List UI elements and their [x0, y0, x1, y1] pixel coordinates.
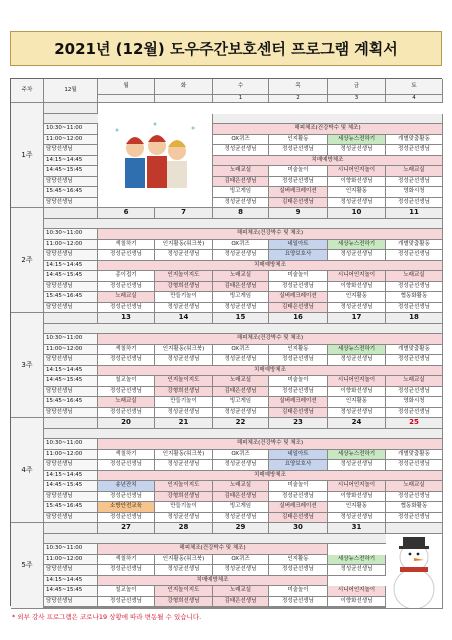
activity-cell: 김태은선생님 — [213, 597, 269, 608]
span-activity: 치매예방체조 — [98, 366, 443, 377]
activity-cell: 인지활동(워크북) — [155, 240, 213, 251]
span-activity: 해피체조(건강박수 및 체조) — [98, 544, 328, 555]
date-cell: 14 — [155, 313, 213, 324]
time-slot: 14:15~14:45 — [44, 261, 98, 272]
activity-cell: 정성균선생님 — [269, 282, 328, 293]
time-slot: 담당선생님 — [44, 355, 98, 366]
spacer-row — [44, 534, 443, 545]
activity-cell: 정성균선생님 — [386, 177, 443, 188]
activity-cell: 정성균선생님 — [98, 408, 155, 419]
activity-cell: 정성균선생님 — [155, 460, 213, 471]
activity-cell: OX퀴즈 — [213, 240, 269, 251]
time-slot: 11:00~12:00 — [44, 135, 98, 146]
activity-cell: 실버레크레이션 — [269, 397, 328, 408]
time-slot: 담당선생님 — [44, 513, 98, 524]
activity-cell: 미술놀이 — [269, 481, 328, 492]
time-slot: 담당선생님 — [44, 460, 98, 471]
activity-cell: 노래교실 — [386, 481, 443, 492]
span-activity: 해피체조(건강박수 및 체조) — [98, 334, 443, 345]
activity-cell: 인지활동(워크북) — [155, 555, 213, 566]
activity-cell: 요양보호사 — [269, 460, 328, 471]
span-activity: 해피체조(건강박수 및 체조) — [213, 124, 443, 135]
time-slot: 14:45~15:45 — [44, 376, 98, 387]
time-slot: 10:30~11:00 — [44, 544, 98, 555]
activity-cell: 정성균선생님 — [328, 513, 386, 524]
date-cell: 20 — [98, 418, 155, 429]
activity-cell: 정성균선생님 — [328, 565, 386, 576]
time-slot: 15:45~16:45 — [44, 292, 98, 303]
activity-cell: 정성균선생님 — [98, 282, 155, 293]
activity-cell: 정성균선생님 — [269, 597, 328, 608]
time-slot: 14:45~15:45 — [44, 166, 98, 177]
activity-cell: 정성균선생님 — [386, 282, 443, 293]
activity-cell: 정성균선생님 — [328, 460, 386, 471]
activity-cell: 노래교실 — [98, 292, 155, 303]
activity-cell: 정성균선생님 — [98, 492, 155, 503]
activity-cell: 종이접기 — [98, 271, 155, 282]
activity-cell: 송년잔치 — [98, 481, 155, 492]
activity-cell: 만들기놀이 — [155, 292, 213, 303]
activity-cell: 강형희선생님 — [155, 282, 213, 293]
activity-cell: 정성균선생님 — [213, 355, 269, 366]
date-row-blank — [44, 313, 98, 324]
activity-cell: 실버레크레이션 — [269, 187, 328, 198]
activity-cell: 정성균선생님 — [269, 492, 328, 503]
activity-cell: 실버레크레이션 — [269, 502, 328, 513]
date-cell: 11 — [386, 208, 443, 219]
activity-cell: 인지활동 — [269, 135, 328, 146]
time-slot: 담당선생님 — [44, 177, 98, 188]
day-header: 목 — [269, 79, 328, 95]
activity-cell: 정성균선생님 — [213, 250, 269, 261]
time-slot: 14:15~14:45 — [44, 366, 98, 377]
time-slot: 담당선생님 — [44, 492, 98, 503]
date-cell: 10 — [328, 208, 386, 219]
date-row-blank — [44, 523, 98, 534]
activity-cell: 인지활동 — [328, 397, 386, 408]
activity-cell — [269, 608, 328, 609]
activity-cell: 인지활동 — [328, 292, 386, 303]
date-cell: 27 — [98, 523, 155, 534]
activity-cell: 정성균선생님 — [269, 565, 328, 576]
activity-cell: 정성균선생님 — [269, 355, 328, 366]
activity-cell: 정성균선생님 — [269, 145, 328, 156]
span-activity: 치매예방체조 — [98, 471, 443, 482]
span-activity: 해피체조(건강박수 및 체조) — [98, 439, 443, 450]
winter-friends-illustration — [98, 114, 213, 209]
time-slot: 10:30~11:00 — [44, 439, 98, 450]
time-slot: 11:00~12:00 — [44, 240, 98, 251]
activity-cell: 정성균선생님 — [328, 355, 386, 366]
date-cell — [155, 95, 213, 103]
activity-cell: 노래교실 — [98, 397, 155, 408]
date-cell: 13 — [98, 313, 155, 324]
activity-cell: 칠교놀이 — [98, 376, 155, 387]
activity-cell: 정성균선생님 — [386, 355, 443, 366]
activity-cell: OX퀴즈 — [213, 345, 269, 356]
activity-cell: 노래교실 — [386, 271, 443, 282]
activity-cell: 정성균선생님 — [98, 355, 155, 366]
week-label: 5주 — [11, 523, 44, 609]
activity-cell: 강형희선생님 — [155, 492, 213, 503]
day-header: 화 — [155, 79, 213, 95]
activity-cell: 정성균선생님 — [155, 250, 213, 261]
activity-cell — [155, 608, 213, 609]
date-cell: 2 — [269, 95, 328, 103]
date-cell: 18 — [386, 313, 443, 324]
activity-cell — [328, 608, 386, 609]
activity-cell: 김태은선생님 — [269, 408, 328, 419]
activity-cell: 노래교실 — [213, 376, 269, 387]
date-cell: 6 — [98, 208, 155, 219]
day-header: 월 — [98, 79, 155, 95]
activity-cell: 미술놀이 — [269, 271, 328, 282]
activity-cell: 김태은선생님 — [269, 513, 328, 524]
date-cell: 25 — [386, 418, 443, 429]
activity-cell: 정성균선생님 — [328, 145, 386, 156]
activity-cell: 김태은선생님 — [213, 282, 269, 293]
activity-cell: 정성균선생님 — [269, 177, 328, 188]
activity-cell: 정성균선생님 — [155, 565, 213, 576]
activity-cell: 정성균선생님 — [213, 303, 269, 314]
month-header: 12월 — [44, 79, 98, 103]
activity-cell: 요양보호사 — [269, 250, 328, 261]
activity-cell — [98, 608, 155, 609]
activity-cell: 정성균선생님 — [213, 565, 269, 576]
activity-cell: 김태은선생님 — [213, 492, 269, 503]
activity-cell: 미술놀이 — [269, 376, 328, 387]
activity-cell: 정성균선생님 — [328, 250, 386, 261]
activity-cell: 네일아트 — [269, 240, 328, 251]
time-slot: 10:30~11:00 — [44, 124, 98, 135]
date-cell: 16 — [269, 313, 328, 324]
time-slot: 15:45~16:45 — [44, 502, 98, 513]
time-slot: 담당선생님 — [44, 250, 98, 261]
activity-cell: 정성균선생님 — [98, 460, 155, 471]
activity-cell: 이향화선생님 — [328, 597, 386, 608]
page-title: 2021년 (12월) 도우주간보호센터 프로그램 계획서 — [10, 31, 442, 66]
activity-cell: 정성균선생님 — [98, 387, 155, 398]
activity-cell: 정성균선생님 — [386, 513, 443, 524]
activity-cell: 색칠하기 — [98, 450, 155, 461]
activity-cell: 영화시청 — [386, 397, 443, 408]
activity-cell: 인지활동(워크북) — [155, 450, 213, 461]
activity-cell: 정성균선생님 — [386, 198, 443, 209]
time-slot: 14:15~14:45 — [44, 576, 98, 587]
spacer-row — [44, 429, 443, 440]
activity-cell: 정성균선생님 — [155, 355, 213, 366]
activity-cell: 색칠하기 — [98, 345, 155, 356]
time-slot: 14:15~14:45 — [44, 471, 98, 482]
time-slot: 14:45~15:45 — [44, 586, 98, 597]
activity-cell: 정성균선생님 — [213, 513, 269, 524]
activity-cell — [213, 608, 269, 609]
activity-cell: 인지활동 — [328, 187, 386, 198]
activity-cell: 강형희선생님 — [155, 387, 213, 398]
activity-cell: 빙고게임 — [213, 187, 269, 198]
activity-cell: 인지활동(워크북) — [155, 345, 213, 356]
activity-cell: 정성균선생님 — [386, 387, 443, 398]
date-cell: 22 — [213, 418, 269, 429]
activity-cell: 칠교놀이 — [98, 586, 155, 597]
date-cell: 3 — [328, 95, 386, 103]
date-cell: 15 — [213, 313, 269, 324]
activity-cell: 정성균선생님 — [386, 145, 443, 156]
time-slot: 14:15~14:45 — [44, 156, 98, 167]
date-cell: 24 — [328, 418, 386, 429]
activity-cell: 인지활동 — [328, 502, 386, 513]
span-activity: 치매예방체조 — [98, 261, 443, 272]
activity-cell: 노래교실 — [213, 481, 269, 492]
activity-cell: 협동화활동 — [386, 292, 443, 303]
activity-cell: 인지놀이지도 — [155, 586, 213, 597]
week-label: 4주 — [11, 418, 44, 523]
date-row-blank — [44, 418, 98, 429]
date-cell: 30 — [269, 523, 328, 534]
date-cell: 9 — [269, 208, 328, 219]
activity-cell: 영화시청 — [386, 187, 443, 198]
activity-cell: 정성균선생님 — [269, 387, 328, 398]
activity-cell: 인지놀이지도 — [155, 481, 213, 492]
program-schedule-table — [10, 78, 442, 606]
activity-cell: 노래교실 — [213, 166, 269, 177]
activity-cell: 빙고게임 — [213, 502, 269, 513]
activity-cell: 개별맞춤활동 — [386, 345, 443, 356]
activity-cell: 빙고게임 — [213, 292, 269, 303]
time-slot: 15:45~16:45 — [44, 187, 98, 198]
date-cell: 23 — [269, 418, 328, 429]
activity-cell: 소방안전교육 — [98, 502, 155, 513]
activity-cell: 정성균선생님 — [98, 250, 155, 261]
activity-cell: 이향화선생님 — [328, 387, 386, 398]
activity-cell: OX퀴즈 — [213, 450, 269, 461]
date-cell: 8 — [213, 208, 269, 219]
day-header: 금 — [328, 79, 386, 95]
activity-cell: 미술놀이 — [269, 586, 328, 597]
time-slot: 담당선생님 — [44, 597, 98, 608]
week-label: 1주 — [11, 103, 44, 208]
day-header: 토 — [386, 79, 443, 95]
activity-cell: 정성균선생님 — [386, 250, 443, 261]
span-activity: 치매예방체조 — [98, 576, 328, 587]
date-row-blank — [44, 208, 98, 219]
activity-cell: 세상뉴스전하기 — [328, 135, 386, 146]
activity-cell: 시니어인지놀이 — [328, 271, 386, 282]
activity-cell: 네일아트 — [269, 450, 328, 461]
activity-cell: 시니어인지놀이 — [328, 586, 386, 597]
activity-cell: 정성균선생님 — [328, 408, 386, 419]
activity-cell: 시니어인지놀이 — [328, 481, 386, 492]
activity-cell: 색칠하기 — [98, 555, 155, 566]
activity-cell: 김태은선생님 — [213, 387, 269, 398]
date-cell: 4 — [386, 95, 443, 103]
activity-cell: 시니어인지놀이 — [328, 166, 386, 177]
activity-cell: 이향화선생님 — [328, 282, 386, 293]
activity-cell: 세상뉴스전하기 — [328, 555, 386, 566]
activity-cell: 정성균선생님 — [98, 565, 155, 576]
span-activity: 해피체조(건강박수 및 체조) — [98, 229, 443, 240]
winter-friends-icon — [105, 118, 205, 202]
week-label: 3주 — [11, 313, 44, 418]
activity-cell: 정성균선생님 — [155, 408, 213, 419]
activity-cell: 정성균선생님 — [213, 408, 269, 419]
activity-cell: 노래교실 — [213, 271, 269, 282]
time-slot: 10:30~11:00 — [44, 334, 98, 345]
date-cell: 7 — [155, 208, 213, 219]
date-cell: 17 — [328, 313, 386, 324]
time-slot — [44, 608, 98, 609]
activity-cell: 협동화활동 — [386, 502, 443, 513]
activity-cell: 김태은선생님 — [269, 303, 328, 314]
date-cell — [386, 523, 443, 534]
activity-cell: 세상뉴스전하기 — [328, 240, 386, 251]
activity-cell: 정성균선생님 — [386, 408, 443, 419]
date-row-blank — [44, 103, 98, 114]
activity-cell: 김태은선생님 — [269, 198, 328, 209]
activity-cell: 강형희선생님 — [155, 597, 213, 608]
activity-cell: 미술놀이 — [269, 166, 328, 177]
activity-cell: 정성균선생님 — [213, 198, 269, 209]
activity-cell: 정성균선생님 — [213, 145, 269, 156]
activity-cell: 정성균선생님 — [98, 303, 155, 314]
activity-cell: 개별맞춤활동 — [386, 135, 443, 146]
time-slot: 담당선생님 — [44, 408, 98, 419]
activity-cell: 개별맞춤활동 — [386, 450, 443, 461]
time-slot: 14:45~15:45 — [44, 271, 98, 282]
activity-cell: 이향화선생님 — [328, 177, 386, 188]
time-slot: 담당선생님 — [44, 198, 98, 209]
time-slot: 담당선생님 — [44, 387, 98, 398]
activity-cell: OX퀴즈 — [213, 135, 269, 146]
activity-cell: 정성균선생님 — [386, 460, 443, 471]
activity-cell: 인지활동 — [269, 555, 328, 566]
activity-cell: 빙고게임 — [213, 397, 269, 408]
date-cell — [98, 95, 155, 103]
activity-cell: 김태은선생님 — [213, 177, 269, 188]
activity-cell: 정성균선생님 — [155, 513, 213, 524]
activity-cell: 세상뉴스전하기 — [328, 345, 386, 356]
activity-cell: 세상뉴스전하기 — [328, 450, 386, 461]
time-slot: 담당선생님 — [44, 282, 98, 293]
activity-cell: 개별맞춤활동 — [386, 240, 443, 251]
time-slot: 10:30~11:00 — [44, 229, 98, 240]
activity-cell: 색칠하기 — [98, 240, 155, 251]
activity-cell: 이향화선생님 — [328, 492, 386, 503]
activity-cell: 노래교실 — [386, 166, 443, 177]
activity-cell: 정성균선생님 — [328, 303, 386, 314]
activity-cell: OX퀴즈 — [213, 555, 269, 566]
activity-cell: 시니어인지놀이 — [328, 376, 386, 387]
span-activity: 치매예방체조 — [213, 156, 443, 167]
time-slot: 11:00~12:00 — [44, 555, 98, 566]
activity-cell: 정성균선생님 — [213, 460, 269, 471]
activity-cell: 만들기놀이 — [155, 397, 213, 408]
activity-cell: 노래교실 — [213, 586, 269, 597]
activity-cell: 인지놀이지도 — [155, 376, 213, 387]
time-slot: 담당선생님 — [44, 303, 98, 314]
activity-cell: 인지활동 — [269, 345, 328, 356]
snowman-illustration — [386, 534, 443, 610]
activity-cell: 정성균선생님 — [98, 513, 155, 524]
time-slot: 담당선생님 — [44, 145, 98, 156]
time-slot: 담당선생님 — [44, 565, 98, 576]
date-cell: 28 — [155, 523, 213, 534]
activity-cell: 만들기놀이 — [155, 502, 213, 513]
activity-cell: 인지놀이지도 — [155, 271, 213, 282]
spacer-row — [44, 219, 443, 230]
activity-cell: 정성균선생님 — [155, 303, 213, 314]
date-cell: 1 — [213, 95, 269, 103]
week-header: 주차 — [11, 79, 44, 103]
activity-cell: 정성균선생님 — [328, 198, 386, 209]
time-slot: 15:45~16:45 — [44, 397, 98, 408]
activity-cell: 정성균선생님 — [386, 492, 443, 503]
date-cell: 21 — [155, 418, 213, 429]
activity-cell: 실버레크레이션 — [269, 292, 328, 303]
time-slot: 11:00~12:00 — [44, 345, 98, 356]
time-slot: 14:45~15:45 — [44, 481, 98, 492]
activity-cell: 정성균선생님 — [386, 303, 443, 314]
time-slot: 11:00~12:00 — [44, 450, 98, 461]
date-cell: 31 — [328, 523, 386, 534]
date-cell: 29 — [213, 523, 269, 534]
day-header: 수 — [213, 79, 269, 95]
activity-cell: 노래교실 — [386, 376, 443, 387]
week-label: 2주 — [11, 208, 44, 313]
spacer-row — [44, 324, 443, 335]
activity-cell: 정성균선생님 — [98, 597, 155, 608]
footnote: * 외부 강사 프로그램은 코로나19 상황에 따라 변동될 수 있습니다. — [12, 613, 202, 621]
snowman-icon — [388, 534, 440, 610]
